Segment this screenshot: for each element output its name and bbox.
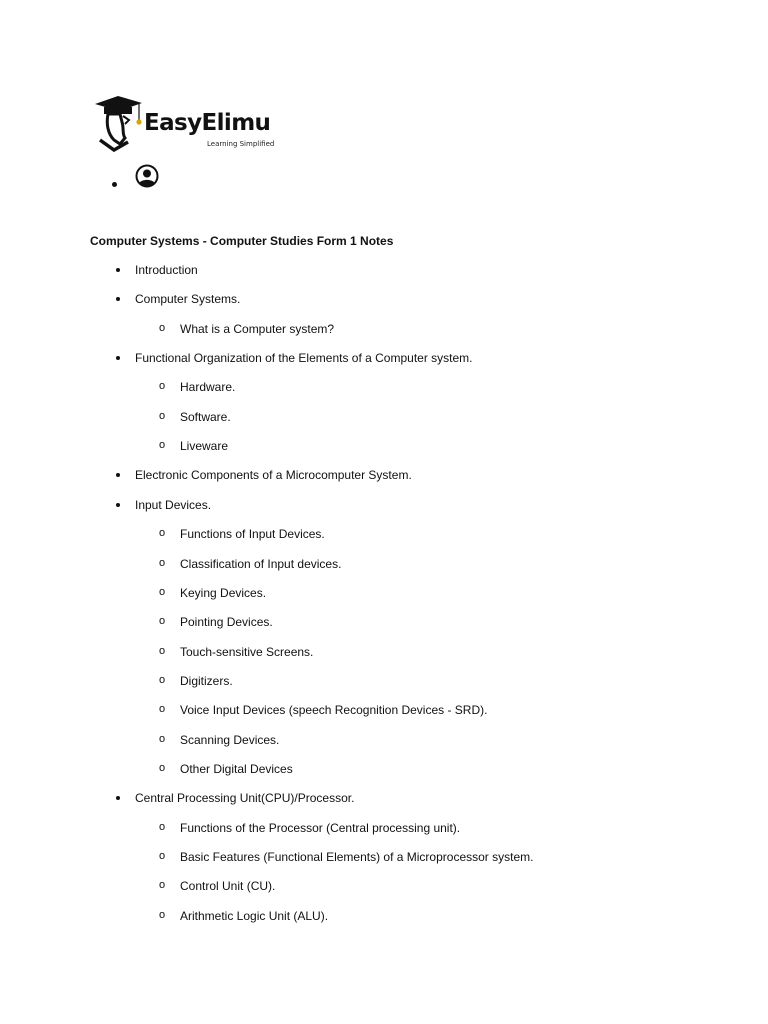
toc-link[interactable]: Liveware [180, 439, 229, 453]
toc-item [135, 468, 412, 482]
toc-item [135, 292, 240, 306]
toc-link[interactable]: Functions of the Processor (Central processing unit). [180, 821, 461, 835]
page-title: Computer Systems - Computer Studies Form 1 Notes [90, 234, 394, 248]
toc-subitem [180, 322, 334, 336]
toc-link[interactable]: Hardware. [180, 380, 236, 394]
brand-tagline: Learning Simplified [207, 140, 275, 148]
toc-subitem [180, 439, 228, 453]
toc-subitem [180, 909, 328, 923]
toc-link[interactable]: Central Processing Unit(CPU)/Processor. [135, 791, 355, 805]
bullet-marker [112, 182, 117, 187]
toc-subitem [180, 879, 275, 893]
toc-link[interactable]: Electronic Components of a Microcomputer System. [135, 468, 412, 482]
toc-item [135, 498, 211, 512]
toc-link[interactable]: Pointing Devices. [180, 615, 273, 629]
toc-link[interactable]: Functional Organization of the Elements of a Computer system. [135, 351, 473, 365]
brand-name: EasyElimu [144, 110, 271, 136]
toc-link[interactable]: Touch-sensitive Screens. [180, 645, 314, 659]
toc-item [135, 791, 354, 805]
toc-subitem [180, 615, 273, 629]
toc-subitem [180, 557, 341, 571]
toc-subitem [180, 821, 460, 835]
toc-link[interactable]: Control Unit (CU). [180, 879, 276, 893]
toc-link[interactable]: Input Devices. [135, 498, 212, 512]
toc-link[interactable]: Arithmetic Logic Unit (ALU). [180, 909, 329, 923]
toc-subitem [180, 850, 533, 864]
toc-link[interactable]: Scanning Devices. [180, 733, 280, 747]
toc-link[interactable]: Software. [180, 410, 231, 424]
toc-link[interactable]: Basic Features (Functional Elements) of a Microprocessor system. [180, 850, 534, 864]
toc-link[interactable]: Other Digital Devices [180, 762, 293, 776]
toc-subitem [180, 762, 293, 776]
toc-item [135, 263, 198, 277]
toc-link[interactable]: Introduction [135, 263, 198, 277]
toc-subitem [180, 380, 235, 394]
toc-subitem [180, 527, 325, 541]
toc-subitem [180, 733, 279, 747]
toc-subitem [180, 674, 233, 688]
toc-link[interactable]: Computer Systems. [135, 292, 241, 306]
toc-link[interactable]: What is a Computer system? [180, 322, 335, 336]
toc-subitem [180, 410, 231, 424]
toc-subitem [180, 586, 266, 600]
graduate-cap-icon [92, 94, 148, 152]
toc-subitem [180, 645, 313, 659]
toc-link[interactable]: Keying Devices. [180, 586, 267, 600]
toc-link[interactable]: Functions of Input Devices. [180, 527, 325, 541]
easyelimu-logo[interactable] [92, 94, 282, 152]
user-account-icon[interactable] [135, 164, 159, 188]
toc-link[interactable]: Classification of Input devices. [180, 557, 342, 571]
toc-link[interactable]: Digitizers. [180, 674, 233, 688]
toc-item [135, 351, 473, 365]
toc-subitem [180, 703, 487, 717]
toc-link[interactable]: Voice Input Devices (speech Recognition Devices - SRD). [180, 703, 488, 717]
